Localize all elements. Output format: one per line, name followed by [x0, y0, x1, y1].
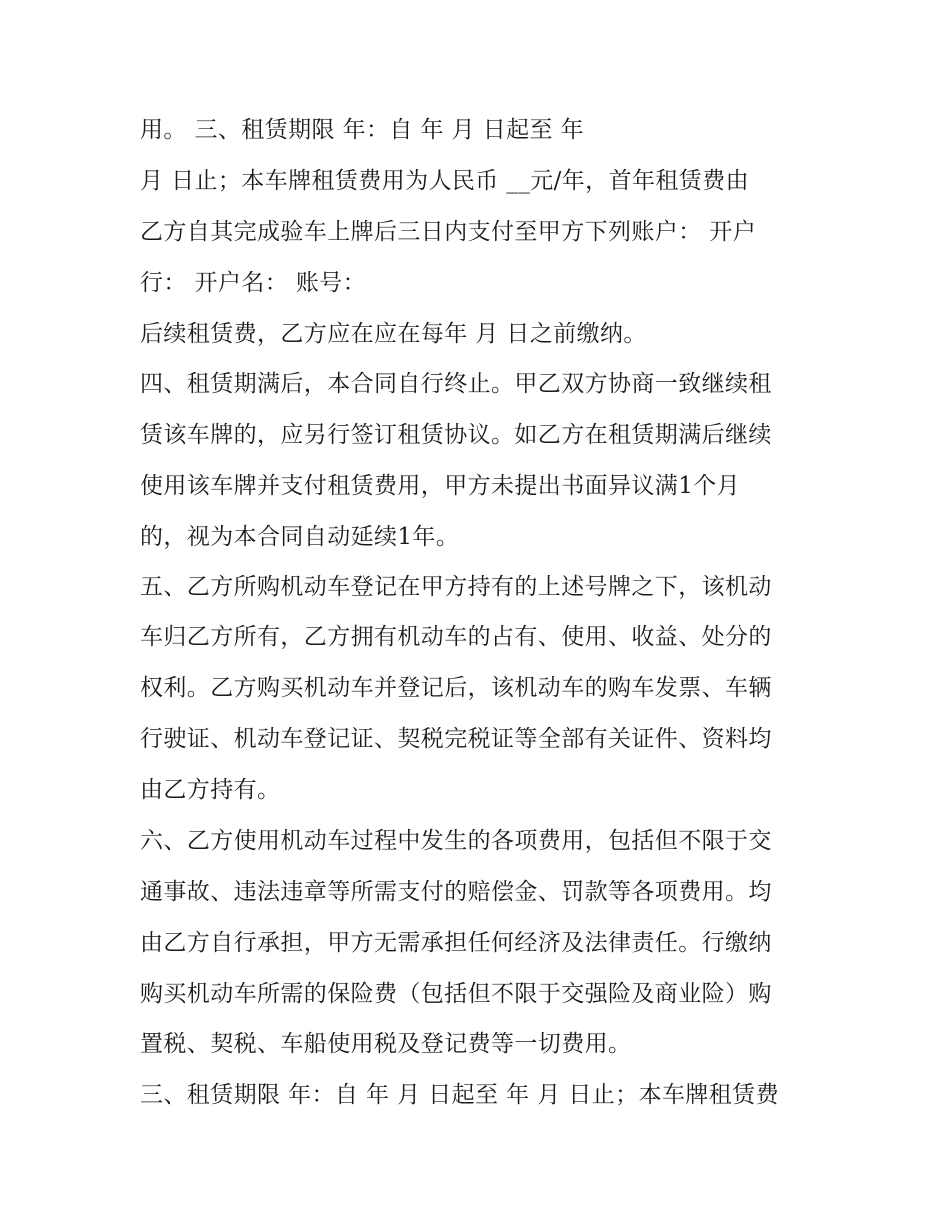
- text-line: 的，视为本合同自动延续1年。: [140, 524, 460, 550]
- text-line: 乙方自其完成验车上牌后三日内支付至甲方下列账户： 开户: [140, 219, 757, 245]
- text-line: 行： 开户名： 账号：: [140, 270, 367, 296]
- text-line: 六、乙方使用机动车过程中发生的各项费用，包括但不限于交: [140, 828, 772, 854]
- text-line: 使用该车牌并支付租赁费用，甲方未提出书面异议满1个月: [140, 473, 741, 499]
- text-line: 由乙方持有。: [140, 777, 281, 803]
- text-line: 权利。乙方购买机动车并登记后，该机动车的购车发票、车辆: [140, 675, 772, 701]
- text-line: 通事故、违法违章等所需支付的赔偿金、罚款等各项费用。均: [140, 879, 772, 905]
- text-line: 用。 三、租赁期限 年：自 年 月 日起至 年: [140, 117, 585, 143]
- text-line: 月 日止；本车牌租赁费用为人民币 __元/年，首年租赁费由: [140, 168, 749, 194]
- text-line: 五、乙方所购机动车登记在甲方持有的上述号牌之下，该机动: [140, 574, 772, 600]
- text-line: 四、租赁期满后，本合同自行终止。甲乙双方协商一致继续租: [140, 371, 772, 397]
- text-line: 行驶证、机动车登记证、契税完税证等全部有关证件、资料均: [140, 726, 772, 752]
- text-line: 置税、契税、车船使用税及登记费等一切费用。: [140, 1031, 632, 1057]
- text-line: 后续租赁费，乙方应在应在每年 月 日之前缴纳。: [140, 321, 647, 347]
- text-line: 三、租赁期限 年：自 年 月 日起至 年 月 日止；本车牌租赁费: [140, 1082, 779, 1108]
- text-line: 由乙方自行承担，甲方无需承担任何经济及法律责任。行缴纳: [140, 930, 772, 956]
- text-line: 赁该车牌的，应另行签订租赁协议。如乙方在租赁期满后继续: [140, 422, 772, 448]
- text-line: 购买机动车所需的保险费（包括但不限于交强险及商业险）购: [140, 981, 772, 1007]
- text-line: 车归乙方所有，乙方拥有机动车的占有、使用、收益、处分的: [140, 624, 772, 650]
